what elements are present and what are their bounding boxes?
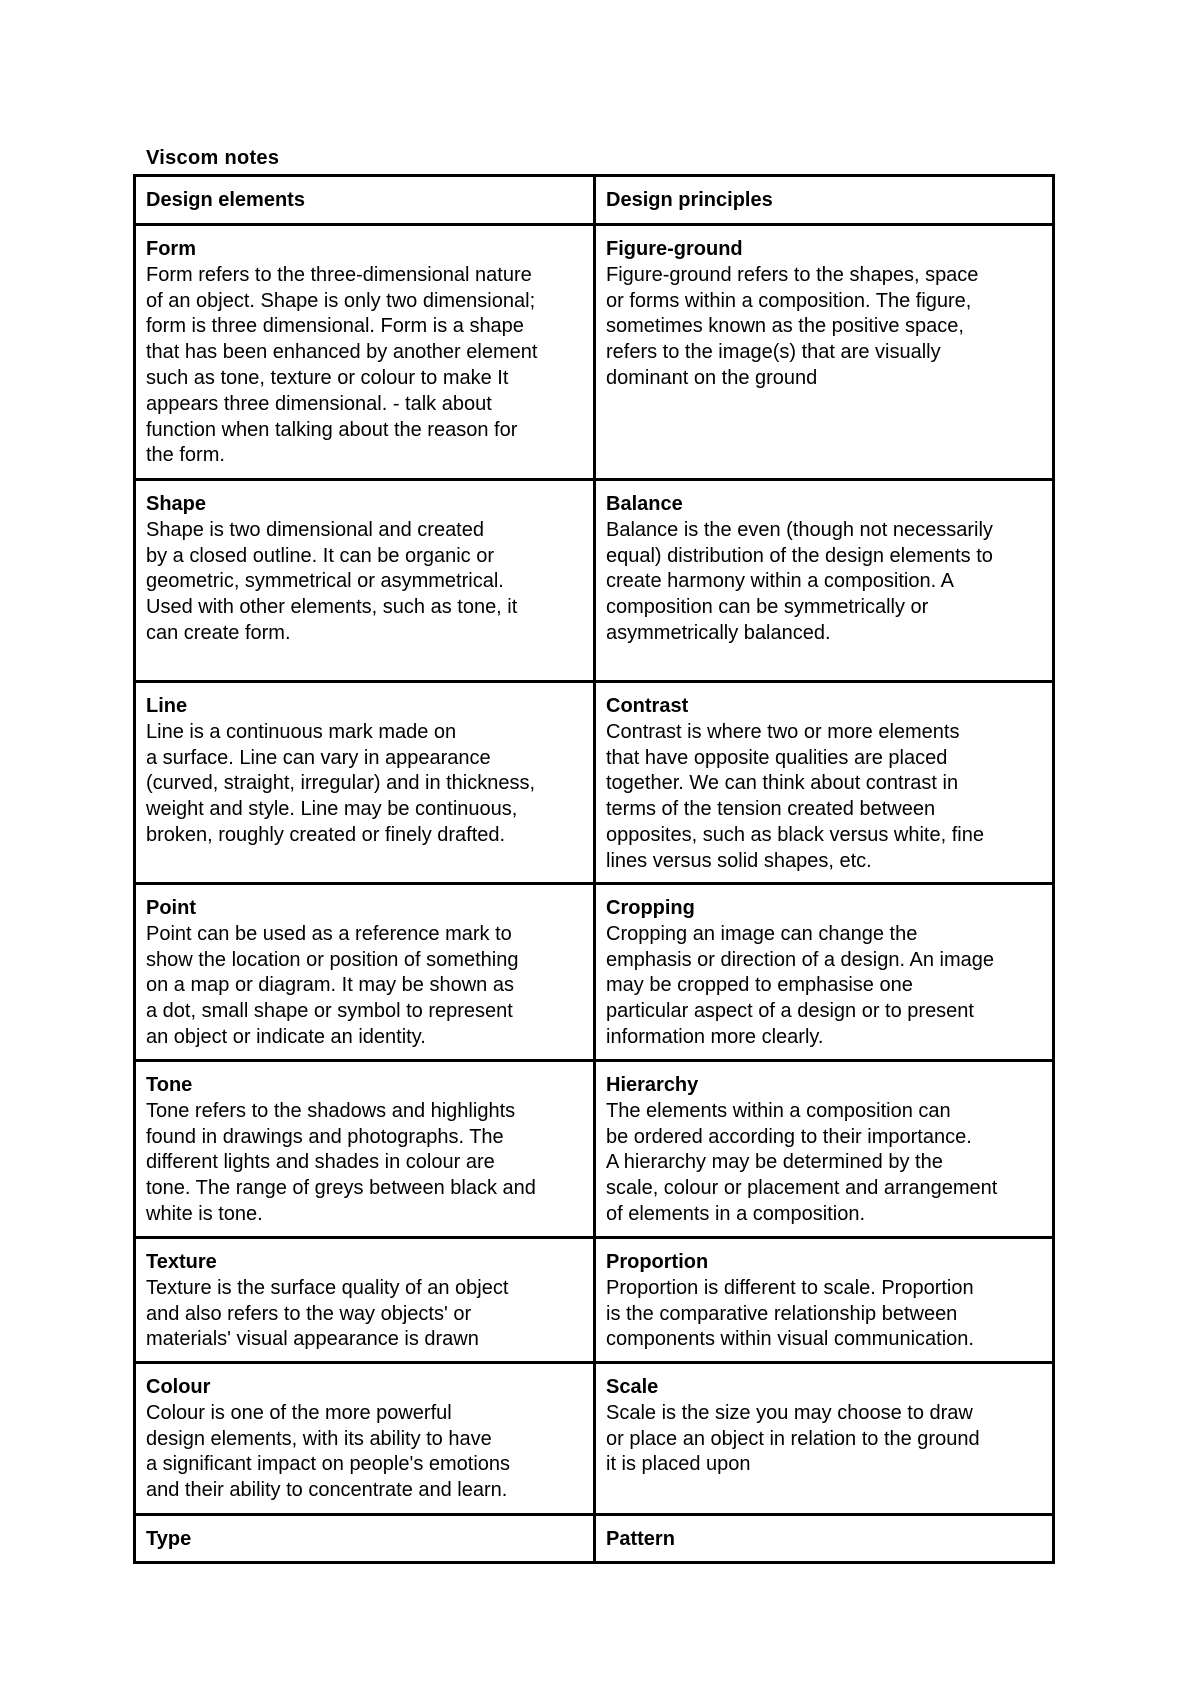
cell-description: Balance is the even (though not necessarily equal) distribution of the design elements to create harmony within a composition. A composition can be symmetrically or asymmetrically balanced.	[606, 518, 993, 644]
cell-heading: Cropping	[606, 897, 695, 919]
cell-heading: Form	[146, 238, 196, 260]
table-cell-principle	[595, 1238, 1054, 1363]
table-cell-principle	[595, 1363, 1054, 1515]
document-title: Viscom notes	[146, 147, 280, 169]
table-cell-element	[135, 682, 595, 884]
cell-heading: Tone	[146, 1074, 193, 1096]
table-row	[135, 1238, 1054, 1363]
cell-description: Figure-ground refers to the shapes, space or forms within a composition. The figure, sometimes known as the positive space, refers to the image(s) that are visually dominant on the ground	[606, 263, 979, 389]
cell-heading: Point	[146, 897, 196, 919]
column-header-design-principles	[595, 176, 1054, 225]
table-cell-element	[135, 480, 595, 682]
table-cell-element	[135, 1363, 595, 1515]
cell-description: The elements within a composition can be ordered according to their importance. A hierarchy may be determined by the scale, colour or placement and arrangement of elements in a composition.	[606, 1099, 998, 1225]
cell-description: Line is a continuous mark made on a surface. Line can vary in appearance (curved, straight, irregular) and in thickness, weight and style. Line may be continuous, broken, roughly created or finely drafted.	[146, 720, 536, 846]
table-cell-principle	[595, 682, 1054, 884]
cell-description: Contrast is where two or more elements that have opposite qualities are placed together. We can think about contrast in terms of the tension created between opposites, such as black versus white, fine lines versus solid shapes, etc.	[606, 720, 984, 872]
table-row	[135, 225, 1054, 480]
table-row	[135, 884, 1054, 1061]
table-cell-element	[135, 225, 595, 480]
table-cell-principle	[595, 480, 1054, 682]
cell-heading: Pattern	[606, 1528, 675, 1550]
cell-heading: Shape	[146, 493, 207, 515]
table-cell-element	[135, 1238, 595, 1363]
table-row	[135, 480, 1054, 682]
cell-heading: Hierarchy	[606, 1074, 699, 1096]
table-header-row	[135, 176, 1054, 225]
column-header-label: Design elements	[146, 189, 305, 211]
cell-heading: Contrast	[606, 695, 689, 717]
cell-heading: Figure-ground	[606, 238, 743, 260]
cell-description: Scale is the size you may choose to draw or place an object in relation to the ground it is placed upon	[606, 1401, 980, 1476]
cell-description: Proportion is different to scale. Proportion is the comparative relationship between components within visual communication.	[606, 1276, 974, 1351]
table-cell-principle	[595, 1515, 1054, 1563]
table-cell-element	[135, 884, 595, 1061]
table-row	[135, 1061, 1054, 1238]
table-row	[135, 682, 1054, 884]
cell-heading: Line	[146, 695, 188, 717]
table-cell-principle	[595, 1061, 1054, 1238]
cell-description: Cropping an image can change the emphasis or direction of a design. An image may be cropped to emphasise one particular aspect of a design or to present information more clearly.	[606, 922, 994, 1048]
cell-description: Point can be used as a reference mark to show the location or position of something on a map or diagram. It may be shown as a dot, small shape or symbol to represent an object or indicate an identity.	[146, 922, 519, 1048]
table-row	[135, 1515, 1054, 1563]
table-cell-principle	[595, 884, 1054, 1061]
cell-description: Tone refers to the shadows and highlights found in drawings and photographs. The different lights and shades in colour are tone. The range of greys between black and white is tone.	[146, 1099, 536, 1225]
cell-heading: Texture	[146, 1251, 217, 1273]
table-cell-principle	[595, 225, 1054, 480]
table-cell-element	[135, 1061, 595, 1238]
cell-heading: Balance	[606, 493, 683, 515]
column-header-label: Design principles	[606, 189, 773, 211]
notes-table	[133, 174, 1055, 1564]
cell-description: Texture is the surface quality of an object and also refers to the way objects' or materials' visual appearance is drawn	[146, 1276, 509, 1351]
cell-heading: Type	[146, 1528, 192, 1550]
column-header-design-elements	[135, 176, 595, 225]
cell-description: Shape is two dimensional and created by a closed outline. It can be organic or geometric, symmetrical or asymmetrical. Used with other elements, such as tone, it can create form.	[146, 518, 518, 644]
cell-description: Colour is one of the more powerful design elements, with its ability to have a significant impact on people's emotions and their ability to concentrate and learn.	[146, 1401, 511, 1502]
cell-heading: Scale	[606, 1376, 659, 1398]
table-row	[135, 1363, 1054, 1515]
table-cell-element	[135, 1515, 595, 1563]
cell-description: Form refers to the three-dimensional nature of an object. Shape is only two dimensional; form is three dimensional. Form is a shape that has been enhanced by another element such as tone, texture or colour to make It appears three dimensional. - talk about function when talking about the reason for the form.	[146, 263, 538, 467]
cell-heading: Colour	[146, 1376, 211, 1398]
cell-heading: Proportion	[606, 1251, 709, 1273]
